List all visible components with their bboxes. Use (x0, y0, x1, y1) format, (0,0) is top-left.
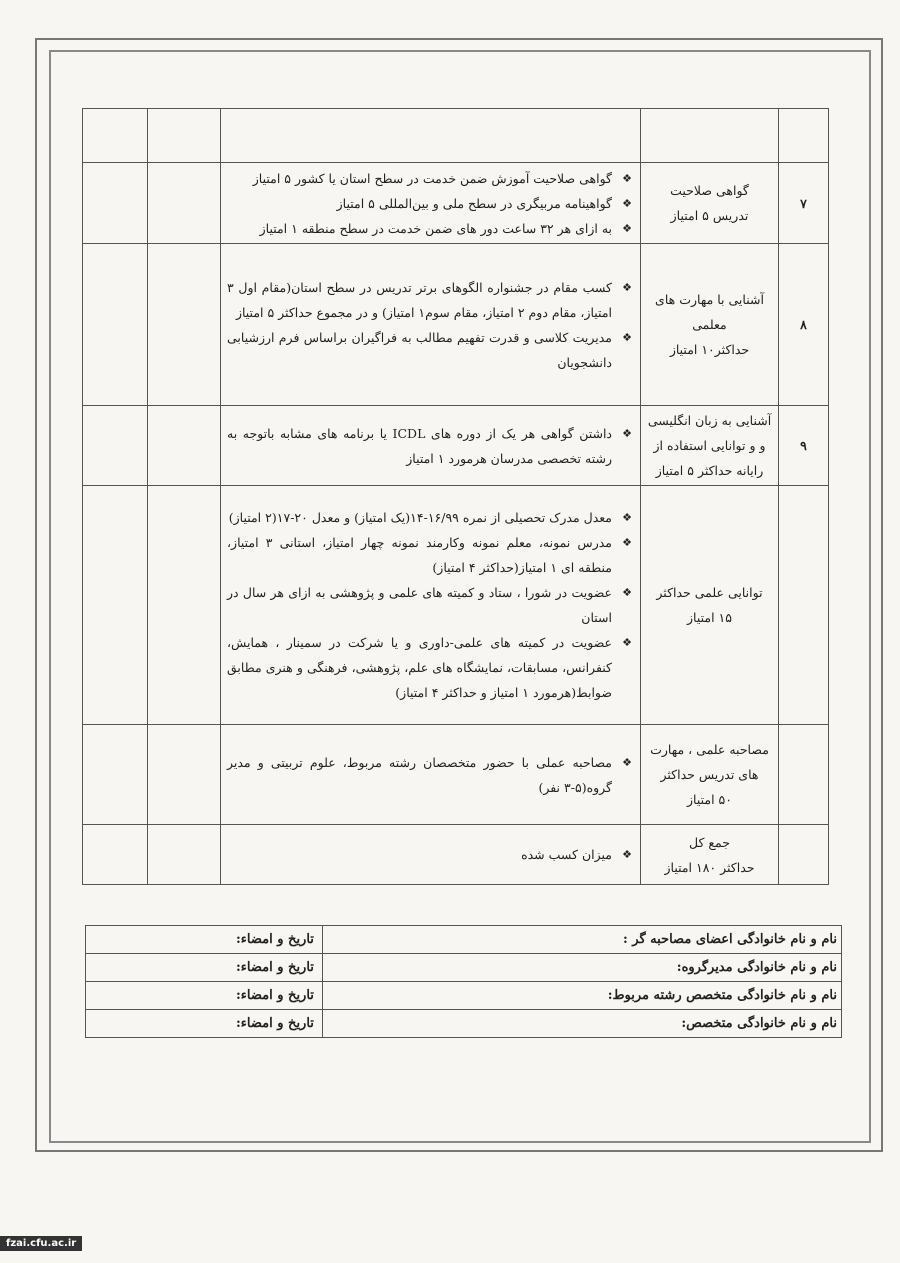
score-cell (148, 486, 221, 725)
criterion-items (221, 163, 641, 244)
cell (221, 109, 641, 163)
notes-cell (83, 725, 148, 825)
score-cell (148, 244, 221, 406)
row-number (779, 725, 829, 825)
signer-name-label: نام و نام خانوادگی متخصص رشته مربوط: (323, 982, 842, 1010)
cell (641, 109, 779, 163)
title-line: و و توانایی استفاده از (653, 438, 766, 453)
table-row (83, 825, 829, 885)
row-number: ۸ (779, 244, 829, 406)
title-line: معلمی (692, 317, 727, 332)
criterion-title (641, 486, 779, 725)
score-cell (148, 163, 221, 244)
list-item: ❖ مدرس نمونه، معلم نمونه وکارمند نمونه چهار امتیاز، استانی ۳ امتیاز، منطقه ای ۱ امتیاز(حداکثر ۴ امتیاز) (227, 530, 632, 580)
score-cell (148, 725, 221, 825)
row-number (779, 486, 829, 725)
table-row (83, 244, 829, 406)
list-item: ❖ عضویت در شورا ، ستاد و کمیته های علمی و پژوهشی به ازای هر سال در استان (227, 580, 632, 630)
title-line: ۵۰ امتیاز (687, 792, 732, 807)
title-line: آشنایی به زبان انگلیسی (647, 413, 772, 428)
list-item: ❖ میزان کسب شده (227, 842, 632, 867)
signer-name-label: نام و نام خانوادگی اعضای مصاحبه گر : (323, 926, 842, 954)
row-number: ۹ (779, 406, 829, 486)
title-line: حداکثر ۱۸۰ امتیاز (664, 859, 755, 875)
list-item: ❖ گواهینامه مربیگری در سطح ملی و بین‌المللی ۵ امتیاز (227, 191, 632, 216)
list-item: ❖ داشتن گواهی هر یک از دوره های ICDL یا برنامه های مشابه باتوجه به رشته تخصصی مدرسان هرمورد ۱ امتیاز (227, 421, 632, 471)
notes-cell (83, 486, 148, 725)
date-signature-label: تاریخ و امضاء: (86, 1010, 323, 1038)
title-line: رایانه حداکثر ۵ امتیاز (655, 463, 764, 478)
criterion-items (221, 825, 641, 885)
list-item: ❖ گواهی صلاحیت آموزش ضمن خدمت در سطح استان یا کشور ۵ امتیاز (227, 166, 632, 191)
signature-row (86, 982, 842, 1010)
table-row (83, 486, 829, 725)
signature-table (85, 925, 842, 1038)
list-item: ❖ عضویت در کمیته های علمی-داوری و یا شرکت در سمینار ، همایش، کنفرانس، مسابقات، نمایشگاه های علم، پژوهشی، فرهنگی و هنری مطابق ضوابط(هرمورد ۱ امتیاز و حداکثر ۴ امتیاز) (227, 630, 632, 705)
date-signature-label: تاریخ و امضاء: (86, 954, 323, 982)
criterion-title (641, 163, 779, 244)
list-item: ❖ مصاحبه عملی با حضور متخصصان رشته مربوط، علوم تربیتی و مدیر گروه(۵-۳ نفر) (227, 750, 632, 800)
cell (148, 109, 221, 163)
date-signature-label: تاریخ و امضاء: (86, 982, 323, 1010)
signature-row (86, 954, 842, 982)
title-line: توانایی علمی حداکثر (656, 585, 763, 600)
criterion-title (641, 825, 779, 885)
cell (83, 109, 148, 163)
criterion-title (641, 406, 779, 486)
notes-cell (83, 406, 148, 486)
table-row (83, 406, 829, 486)
signature-row (86, 1010, 842, 1038)
notes-cell (83, 163, 148, 244)
title-line: تدریس ۵ امتیاز (670, 208, 749, 223)
score-cell (148, 825, 221, 885)
list-item: ❖ مدیریت کلاسی و قدرت تفهیم مطالب به فراگیران براساس فرم ارزشیابی دانشجویان (227, 325, 632, 375)
title-line: گواهی صلاحیت (670, 183, 749, 198)
row-number: ۷ (779, 163, 829, 244)
title-line: آشنایی با مهارت های (655, 292, 764, 307)
signer-name-label: نام و نام خانوادگی متخصص: (323, 1010, 842, 1038)
title-line: های تدریس حداکثر (660, 767, 759, 782)
notes-cell (83, 244, 148, 406)
list-item: ❖ کسب مقام در جشنواره الگوهای برتر تدریس در سطح استان(مقام اول ۳ امتیاز، مقام دوم ۲ امتیاز، مقام سوم۱ امتیاز) و در مجموع حداکثر ۵ امتیاز (227, 275, 632, 325)
row-number (779, 825, 829, 885)
criterion-title (641, 244, 779, 406)
list-item: ❖ به ازای هر ۳۲ ساعت دور های ضمن خدمت در سطح منطقه ۱ امتیاز (227, 216, 632, 241)
notes-cell (83, 825, 148, 885)
title-line: حداکثر۱۰ امتیاز (669, 342, 750, 357)
criterion-items (221, 244, 641, 406)
table-row (83, 725, 829, 825)
scoring-table (82, 108, 829, 885)
criterion-items (221, 406, 641, 486)
score-cell (148, 406, 221, 486)
title-line: مصاحبه علمی ، مهارت (650, 742, 769, 757)
cell (779, 109, 829, 163)
title-line: جمع کل (689, 834, 730, 850)
title-line: ۱۵ امتیاز (687, 610, 732, 625)
table-row (83, 163, 829, 244)
signer-name-label: نام و نام خانوادگی مدیرگروه: (323, 954, 842, 982)
criterion-items (221, 486, 641, 725)
watermark: fzai.cfu.ac.ir (0, 1236, 82, 1251)
list-item: ❖ معدل مدرک تحصیلی از نمره ۱۶/۹۹-۱۴(یک امتیاز) و معدل ۲۰-۱۷(۲ امتیاز) (227, 505, 632, 530)
signature-row (86, 926, 842, 954)
criterion-items (221, 725, 641, 825)
criterion-title (641, 725, 779, 825)
date-signature-label: تاریخ و امضاء: (86, 926, 323, 954)
table-header-row (83, 109, 829, 163)
